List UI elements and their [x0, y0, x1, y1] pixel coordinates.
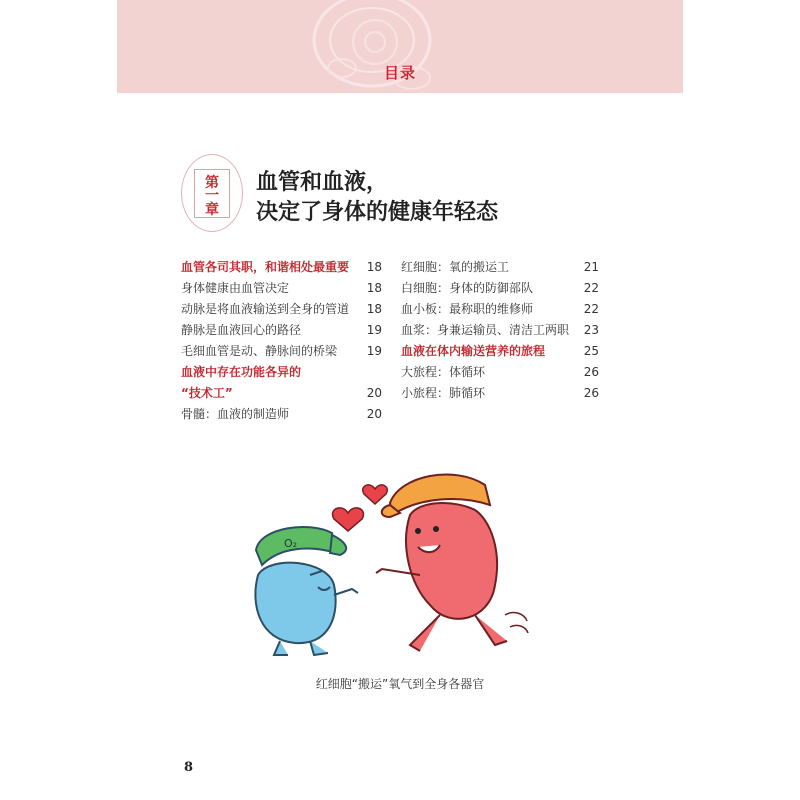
toc-entry[interactable] — [181, 404, 382, 425]
toc-left-column — [181, 257, 382, 425]
toc-entry-page: 26 — [583, 386, 599, 400]
chapter-title-line: 血管和血液， — [256, 170, 389, 195]
toc-entry-page: 25 — [583, 344, 599, 358]
toc-entry-title: 血液在体内输送营养的旅程 — [401, 344, 546, 358]
toc-entry-page: 18 — [366, 260, 382, 274]
toc-entry[interactable] — [401, 278, 599, 299]
toc-entry-page: 23 — [583, 323, 599, 337]
toc-entry[interactable] — [401, 299, 599, 320]
badge-char: 一 — [205, 188, 219, 204]
cell-characters-illustration — [240, 455, 550, 665]
illustration-caption: 红细胞“搬运”氧气到全身各器官 — [315, 677, 485, 691]
red-cell-character — [376, 475, 528, 651]
toc-entry-title: 动脉是将血液输送到全身的管道 — [181, 302, 350, 316]
chapter-title-line: 决定了身体的健康年轻态 — [256, 200, 499, 225]
header-band — [117, 0, 683, 93]
heart-icon — [333, 508, 364, 531]
toc-entry-title: 白细胞：身体的防御部队 — [401, 281, 534, 295]
toc-entry-page: 18 — [366, 281, 382, 295]
toc-entry[interactable] — [401, 383, 599, 404]
toc-entry-page: 20 — [366, 386, 382, 400]
toc-entry-title: 毛细血管是动、静脉间的桥梁 — [181, 344, 338, 358]
toc-entry-page: 18 — [366, 302, 382, 316]
toc-entry-title: 血浆：身兼运输员、清洁工两职 — [401, 323, 570, 337]
heart-icon — [363, 485, 388, 504]
toc-entry-page: 21 — [583, 260, 599, 274]
toc-entry-page: 19 — [366, 323, 382, 337]
oxygen-cell-character — [255, 527, 358, 655]
toc-entry[interactable] — [181, 320, 382, 341]
toc-entry-title: 血液中存在功能各异的 — [181, 365, 302, 379]
toc-entry-title: 红细胞：氧的搬运工 — [401, 260, 510, 274]
toc-right-column — [401, 257, 599, 404]
toc-entry-title: 静脉是血液回心的路径 — [181, 323, 302, 337]
toc-entry[interactable] — [401, 320, 599, 341]
toc-entry[interactable] — [181, 257, 382, 278]
toc-entry-title: 大旅程：体循环 — [401, 365, 486, 379]
page-number: 8 — [184, 760, 194, 775]
toc-entry-page: 26 — [583, 365, 599, 379]
toc-entry[interactable] — [181, 299, 382, 320]
header-title: 目录 — [383, 64, 416, 82]
toc-entry[interactable] — [401, 341, 599, 362]
badge-box — [194, 169, 230, 218]
badge-char: 第 — [205, 175, 219, 191]
toc-entry-multiline[interactable] — [181, 362, 382, 404]
toc-entry[interactable] — [181, 341, 382, 362]
toc-entry-page: 19 — [366, 344, 382, 358]
chapter-badge — [181, 154, 243, 232]
cap-label: O₂ — [284, 537, 298, 550]
toc-entry-title: 身体健康由血管决定 — [181, 281, 290, 295]
toc-entry-title: 血管各司其职，和谐相处最重要 — [181, 260, 350, 274]
toc-entry-page: 20 — [366, 407, 382, 421]
toc-entry-page: 22 — [583, 302, 599, 316]
badge-char: 章 — [205, 202, 219, 218]
toc-entry[interactable] — [181, 278, 382, 299]
toc-entry-title: 血小板：最称职的维修师 — [401, 302, 534, 316]
toc-entry-page: 22 — [583, 281, 599, 295]
toc-entry-title: 骨髓：血液的制造师 — [181, 407, 290, 421]
toc-entry[interactable] — [401, 362, 599, 383]
chapter-title — [256, 168, 498, 228]
toc-entry-title: 小旅程：肺循环 — [401, 386, 486, 400]
toc-entry[interactable] — [401, 257, 599, 278]
toc-entry-title: “技术工” — [181, 386, 233, 400]
